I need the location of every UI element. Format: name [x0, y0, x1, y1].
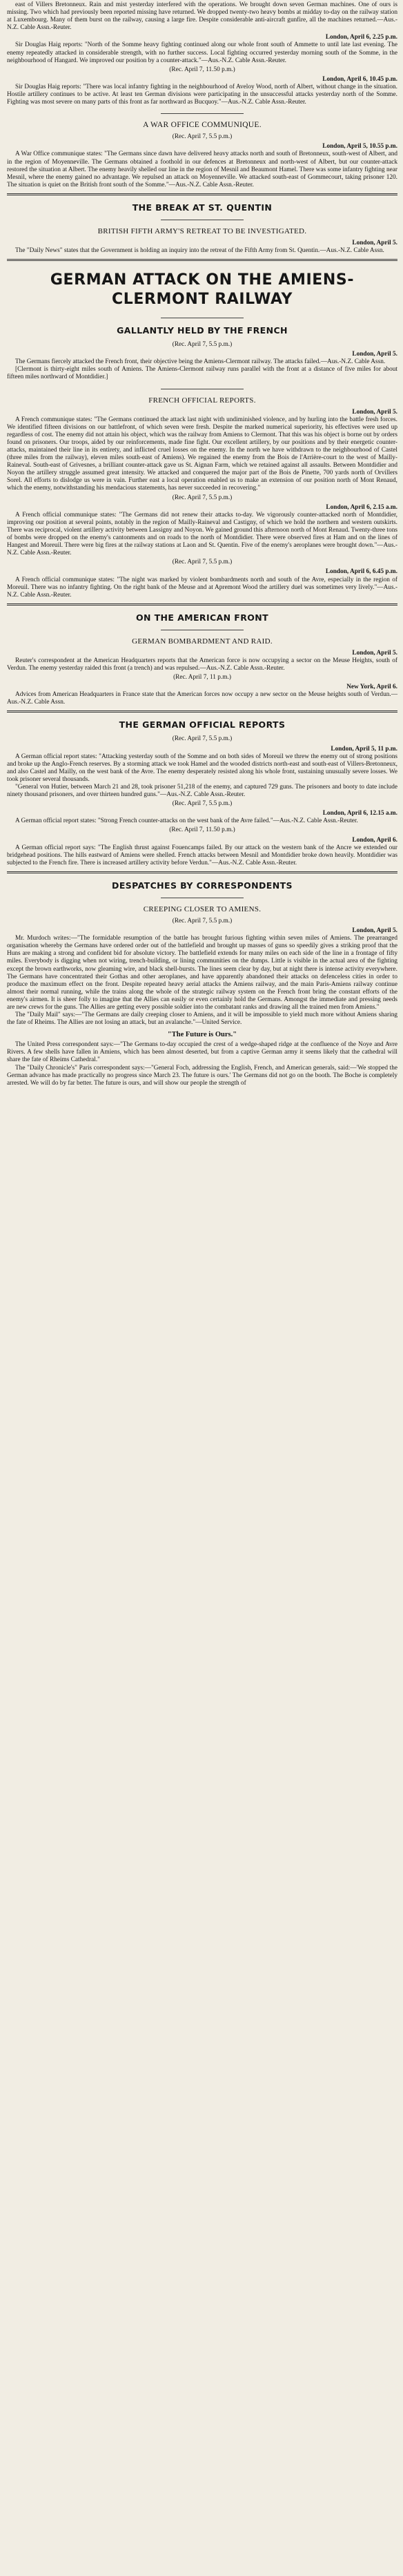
article-paragraph: A French communique states: "The Germans continued the attack last night with undiminished violence, and by hurling into the battle fresh forces. We identified fifteen divisions on our battlefront, of which seven were fresh. Despite the marked numerical superiority, his effectives were used up regardless of cost. The enemy did not attain his object, which was the railway from Amiens to Clermont. That this was his object is borne out by orders found on prisoners. Our troops, aided by our reinforcements, made fine fight. Our excellent artillery, by our positions and by their energetic counter-attacks, maintained their line in its entirety, and inflicted cruel losses on the enemy. In the north we have withdrawn to the neighbourhood of Castel (three miles from the railway), eleven miles south-east of Amiens). We regained the enemy from the Bois de l'Arrière-court to the west of Mailly-Raineval. South-east of Grivesnes, a brilliant counter-attack gave us St. Aignan Farm, which we retained against all assaults. Between Montdidier and Noyon the artillery struggle assumed great intensity. We attacked and conquered the major part of the Bois de Pinette, 700 yards north of Orvillers Sorel. All efforts to dislodge us were in vain. Further east a local operation enabled us to make an extension of our position north of Mont Renaud, which the enemy, notwithstanding his mendacious statements, has never succeeded in recovering."	[7, 416, 397, 492]
sub-heading: CREEPING CLOSER TO AMIENS.	[143, 904, 262, 913]
dateline: London, April 6, 6.45 p.m.	[325, 568, 397, 576]
received-time: (Rec. April 7, 5.5 p.m.)	[172, 133, 233, 141]
dateline: London, April 5.	[352, 239, 397, 246]
quote-heading: "The Future is Ours."	[167, 1031, 237, 1039]
dateline: London, April 6, 2.15 a.m.	[326, 503, 397, 511]
section-heading: A WAR OFFICE COMMUNIQUE.	[143, 121, 262, 130]
article-paragraph: Sir Douglas Haig reports: "North of the Somme heavy fighting continued along our whole front south of Ammette to until late last evening. The enemy repeatedly attacked in considerable strength, with no further success. Local fighting occurred yesterday morning south of the Somme, in the neighbourhood of Hangard. We improved our position by a counter-attack."—Aus.-N.Z. Cable Assn.-Reuter.	[7, 41, 397, 64]
received-time: (Rec. April 7, 5.5 p.m.)	[172, 494, 233, 501]
article-paragraph: [Clermont is thirty-eight miles south of Amiens. The Amiens-Clermont railway runs parallel with the front at a distance of five miles for about fifteen miles northward of Montdidier.]	[7, 366, 397, 381]
dateline: London, April 5.	[352, 649, 397, 657]
article-paragraph: Reuter's correspondent at the American Headquarters reports that the American force is now occupying a sector on the Meuse Heights, south of Verdun. The enemy yesterday raided this front (a trench) and was repulsed.—Aus.-N.Z. Cable Assn.-Reuter.	[7, 657, 397, 672]
dateline: London, April 5, 10.55 p.m.	[322, 143, 397, 151]
received-time: (Rec. April 7, 5.5 p.m.)	[172, 559, 233, 566]
double-divider-rule	[7, 710, 397, 713]
double-divider-rule	[7, 603, 397, 606]
dateline: New York, April 6.	[346, 684, 397, 691]
article-paragraph: A French official communique states: "The night was marked by violent bombardments north and south of the Avre, especially in the region of Moreuil. There was no infantry fighting. On the right bank of the Meuse and at Apremont Wood the artillery duel was sometimes very lively."—Aus.-N.Z. Cable Assn.-Reuter.	[7, 576, 397, 599]
received-time: (Rec. April 7, 5.5 p.m.)	[172, 341, 233, 349]
main-headline: GERMAN ATTACK ON THE AMIENS-CLERMONT RAILWAY	[50, 271, 355, 309]
article-paragraph: A French official communique states: "The Germans did not renew their attacks to-day. We vigorously counter-attacked north of Montdidier, improving our position at several points, notably in the region of Mailly-Raineval and Castigny, of which we hold the northern and western outskirts. There was reciprocal, violent artillery activity between Lassigny and Noyon. We gained ground this afternoon north of Mont Renaud. Twenty-three tons of bombs were dropped on the enemy's cantonments and on roads to the north of Montdidier. There were observed fires at Ham and on the lines of Hangest and Moreuil. There were big fires at the railway stations at Laon and St. Quentin. Five of the enemy's aeroplanes were brought down."—Aus.-N.Z. Cable Assn.-Reuter.	[7, 511, 397, 557]
received-time: (Rec. April 7, 5.5 p.m.)	[172, 735, 233, 743]
received-time: (Rec. April 7, 11 p.m.)	[173, 674, 231, 681]
article-paragraph: The "Daily Mail" says:—"The Germans are daily creeping closer to Amiens, and it will be impossible to yield much more without Amiens sharing the fate of Rheims. The Allies are not losing an attack, but an avalanche."—United Service.	[7, 1011, 397, 1027]
received-time: (Rec. April 7, 5.5 p.m.)	[172, 917, 233, 924]
dateline: London, April 5, 11 p.m.	[331, 745, 397, 753]
section-heading: ON THE AMERICAN FRONT	[135, 612, 269, 623]
article-paragraph: A German official report states: "Attacking yesterday south of the Somme and on both sides of Moreuil we threw the enemy out of strong positions and broke up the Anglo-French reserves. By a storming attack we took Hamel and the wooded districts north-east and south-east of Villers-Bretonneux, and also Castel and Mailly, on the west bank of the Avre. The enemy desperately resisted along his whole front, sustaining unusually severe losses. We took prisoner several thousands.	[7, 753, 397, 783]
article-paragraph: A German official report says: "The English thrust against Fouencamps failed. By our attack on the western bank of the Ancre we extended our bridgehead positions. The hills eastward of Amiens were shelled. French attacks between Mesnil and Montdidier broke down heavily. Montdidier was subjected to the French fire. There is increased artillery activity before Verdun."—Aus.-N.Z. Cable Assn.-Reuter.	[7, 844, 397, 866]
received-time: (Rec. April 7, 5.5 p.m.)	[172, 800, 233, 808]
article-paragraph: The "Daily Chronicle's" Paris correspondent says:—"General Foch, addressing the English, French, and American generals, said:—'We stopped the German advance has made practically no progress since March 23. The future is ours.' The Germans did not go on the booth. The Boche is completely arrested. We will do by far better. The future is ours, and will show our people the strength of	[7, 1064, 397, 1087]
dateline: London, April 6.	[352, 836, 397, 844]
sub-heading: BRITISH FIFTH ARMY'S RETREAT TO BE INVESTIGATED.	[97, 226, 307, 235]
article-paragraph: Sir Douglas Haig reports: "There was local infantry fighting in the neighbourhood of Aveloy Wood, north of Albert, without change in the situation. Hostile artillery continues to be active. At least ten German divisions were participating in the unsuccessful attacks yesterday north of the Somme. Fighting was most severe on many parts of this front as far northward as Bucquoy."—Aus.-N.Z. Cable Assn.-Reuter.	[7, 83, 397, 106]
dateline: London, April 6, 2.25 p.m.	[325, 34, 397, 41]
dateline: London, April 5.	[352, 927, 397, 935]
section-heading: GALLANTLY HELD BY THE FRENCH	[117, 325, 288, 336]
article-paragraph: Mr. Murdoch writes:—"The formidable resumption of the battle has brought furious fighting within seven miles of Amiens. The prearranged organisation whereby the Germans have ordered order out of the battlefield and brought up masses of guns so speedily gives a striking proof that the Huns are making a strong and confident bid for absolute victory. The battlefield extends for many miles on each side of the line in a frontage of fifty miles. Everybody is digging when not wiring, trench-building, or lining communities on the dumps. Little is visible in the actual area of the fighting except the brown earthworks, now gleaming wire, and black shell-bursts. The lines seem clear by day, but at night there is intense activity everywhere. The Germans have concentrated their Gothas and other aeroplanes, and have apparently abandoned their attacks on defenceless cities in order to produce the maximum effect on the front. Despite repeated heavy aerial attacks the Amiens railway, and the main Paris-Amiens railway continue almost their normal running, while the trains along the whole of the strategic railway system on the French front bring the constant efforts of the enemy's airmen. It is sheer folly to imagine that the Allies can easily or even certainly hold the Germans. Amongst the immediate and pressing needs are new crews for the guns. The Allies are getting every possible soldier into the combatant ranks and drawing all the trained men from Amiens."	[7, 935, 397, 1011]
section-heading: THE BREAK AT ST. QUENTIN	[132, 202, 273, 213]
sub-heading: GERMAN BOMBARDMENT AND RAID.	[132, 637, 273, 646]
sub-heading: FRENCH OFFICIAL REPORTS.	[148, 396, 256, 405]
double-divider-rule	[7, 259, 397, 261]
dateline: London, April 6, 10.45 p.m.	[322, 75, 397, 83]
article-paragraph: "General von Hutier, between March 21 and 28, took prisoner 51,218 of the enemy, and captured 729 guns. The prisoners and booty to date include ninety thousand prisoners, and over thirteen hundred guns."—Aus.-N.Z. Cable Assn.-Reuter.	[7, 784, 397, 799]
article-paragraph: A War Office communique states: "The Germans since dawn have delivered heavy attacks north and south of Bretonneux, south-west of Albert, and in the region of Moyenneville. The Germans obtained a foothold in our defences at Bretonneux and north-west of Albert, but our counter-attack restored the situation at Albert. The enemy heavily shelled our line in the region of Mesnil and Beaumont Hamel. There was some infantry fighting near Mesnil, where the enemy gained no advantage. We repulsed an attack on Moyenneville. We attacked south-east of Gommecourt, taking prisoner 120. The situation is quiet on the British front south of the Somme."—Aus.-N.Z. Cable Assn.-Reuter.	[7, 151, 397, 188]
received-time: (Rec. April 7, 11.50 p.m.)	[169, 826, 235, 834]
article-paragraph: Advices from American Headquarters in France state that the American forces now occupy a new sector on the Meuse heights south of Verdun.—Aus.-N.Z. Cable Assn.	[7, 691, 397, 706]
article-paragraph: The United Press correspondent says:—"The Germans to-day occupied the crest of a wedge-shaped ridge at the confluence of the Noye and Avre Rivers. A few shells have fallen in Amiens, which has been almost deserted, but from a captive German army it seems likely that the cathedral will share the fate of Rheims Cathedral."	[7, 1041, 397, 1064]
dateline: London, April 5.	[352, 408, 397, 416]
article-paragraph: The Germans fiercely attacked the French front, their objective being the Amiens-Clermont railway. The attacks failed.—Aus.-N.Z. Cable Assn.	[15, 358, 386, 366]
double-divider-rule	[7, 871, 397, 873]
dateline: London, April 6, 12.15 a.m.	[322, 810, 397, 817]
article-paragraph: The "Daily News" states that the Government is holding an inquiry into the retreat of the Fifth Army from St. Quentin.—Aus.-N.Z. Cable Assn.	[15, 246, 384, 254]
section-heading: THE GERMAN OFFICIAL REPORTS	[119, 719, 286, 730]
double-divider-rule	[7, 193, 397, 195]
article-paragraph: A German official report states: "Strong French counter-attacks on the west bank of the Avre failed."—Aus.-N.Z. Cable Assn.-Reuter.	[15, 817, 358, 825]
dateline: London, April 5.	[352, 351, 397, 358]
divider-rule	[161, 113, 244, 114]
article-paragraph: east of Villers Bretonneux. Rain and mist yesterday interfered with the operations. We brought down seven German machines. One of ours is missing. Two which had previously been reported missing have returned. We dropped twenty-two heavy bombs at midday to-day on the railway station at Luxembourg. Many of them burst on the railway, causing a large fire. Despite considerable anti-aircraft gunfire, all the machines returned.—Aus.-N.Z. Cable Assn.-Reuter.	[7, 1, 397, 32]
received-time: (Rec. April 7, 11.50 p.m.)	[169, 66, 235, 73]
section-heading: DESPATCHES BY CORRESPONDENTS	[112, 880, 293, 891]
